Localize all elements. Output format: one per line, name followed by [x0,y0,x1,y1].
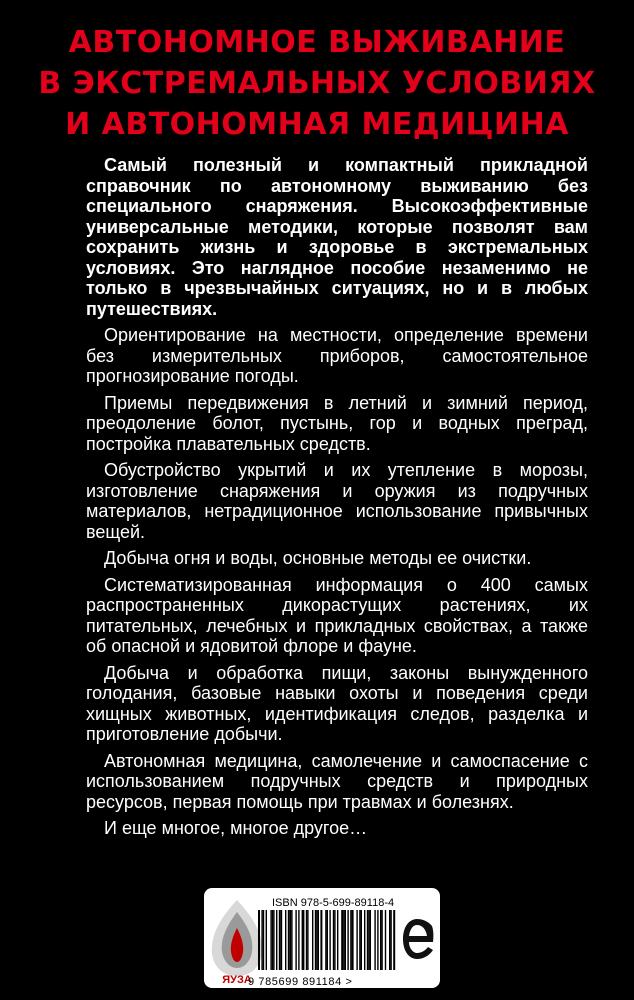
yauza-logo-text: ЯУЗА [222,974,252,984]
paragraph-movement: Приемы передвижения в летний и зимний период, преодоление болот, пустынь, гор и водных преград, постройка плавательных средств. [86,392,588,454]
barcode-icon [210,910,400,974]
book-title [0,22,634,145]
eksmo-logo-icon [402,918,436,960]
paragraph-orientation: Ориентирование на местности, определение времени без измерительных приборов, самостоятельное прогнозирование погоды. [86,325,588,386]
isbn-number: ISBN 978-5-699-89118-4 [272,897,395,909]
title-line-3: И АВТОНОМНАЯ МЕДИЦИНА [65,107,569,142]
title-line-2: В ЭКСТРЕМАЛЬНЫХ УСЛОВИЯХ [38,66,596,101]
lead-paragraph: Самый полезный и компактный прикладной справочник по автономному выживанию без специального снаряжения. Высокоэффективные универсальные методики, которые позволят вам сохранить жизнь и здоровье в экстремальных условиях. Это наглядное пособие незаменимо не только в чрезвычайных ситуациях, но и в любых путешествиях. [86,155,588,319]
title-line-1: АВТОНОМНОЕ ВЫЖИВАНИЕ [68,25,566,60]
paragraph-plants: Систематизированная информация о 400 самых распространенных дикорастущих растениях, их питательных, лечебных и прикладных свойствах, а также об опасной и ядовитой флоре и фауне. [86,574,588,656]
closing-line: И еще многое, многое другое… [104,818,368,838]
paragraph-food: Добыча и обработка пищи, законы вынужденного голодания, базовые навыки охоты и поведения среди хищных животных, идентификация следов, разделка и приготовление добычи. [86,662,588,744]
paragraph-medicine: Автономная медицина, самолечение и самоспасение с использованием подручных средств и природных ресурсов, первая помощь при травмах и болезнях. [86,750,588,812]
barcode-digits: 9 785699 891184 > [248,976,353,988]
annotation-text [86,155,588,839]
paragraph-fire-water: Добыча огня и воды, основные методы ее очистки. [104,548,532,568]
paragraph-shelter: Обустройство укрытий и их утепление в морозы, изготовление снаряжения и оружия из подручных материалов, нетрадиционное использование привычных вещей. [86,460,588,542]
